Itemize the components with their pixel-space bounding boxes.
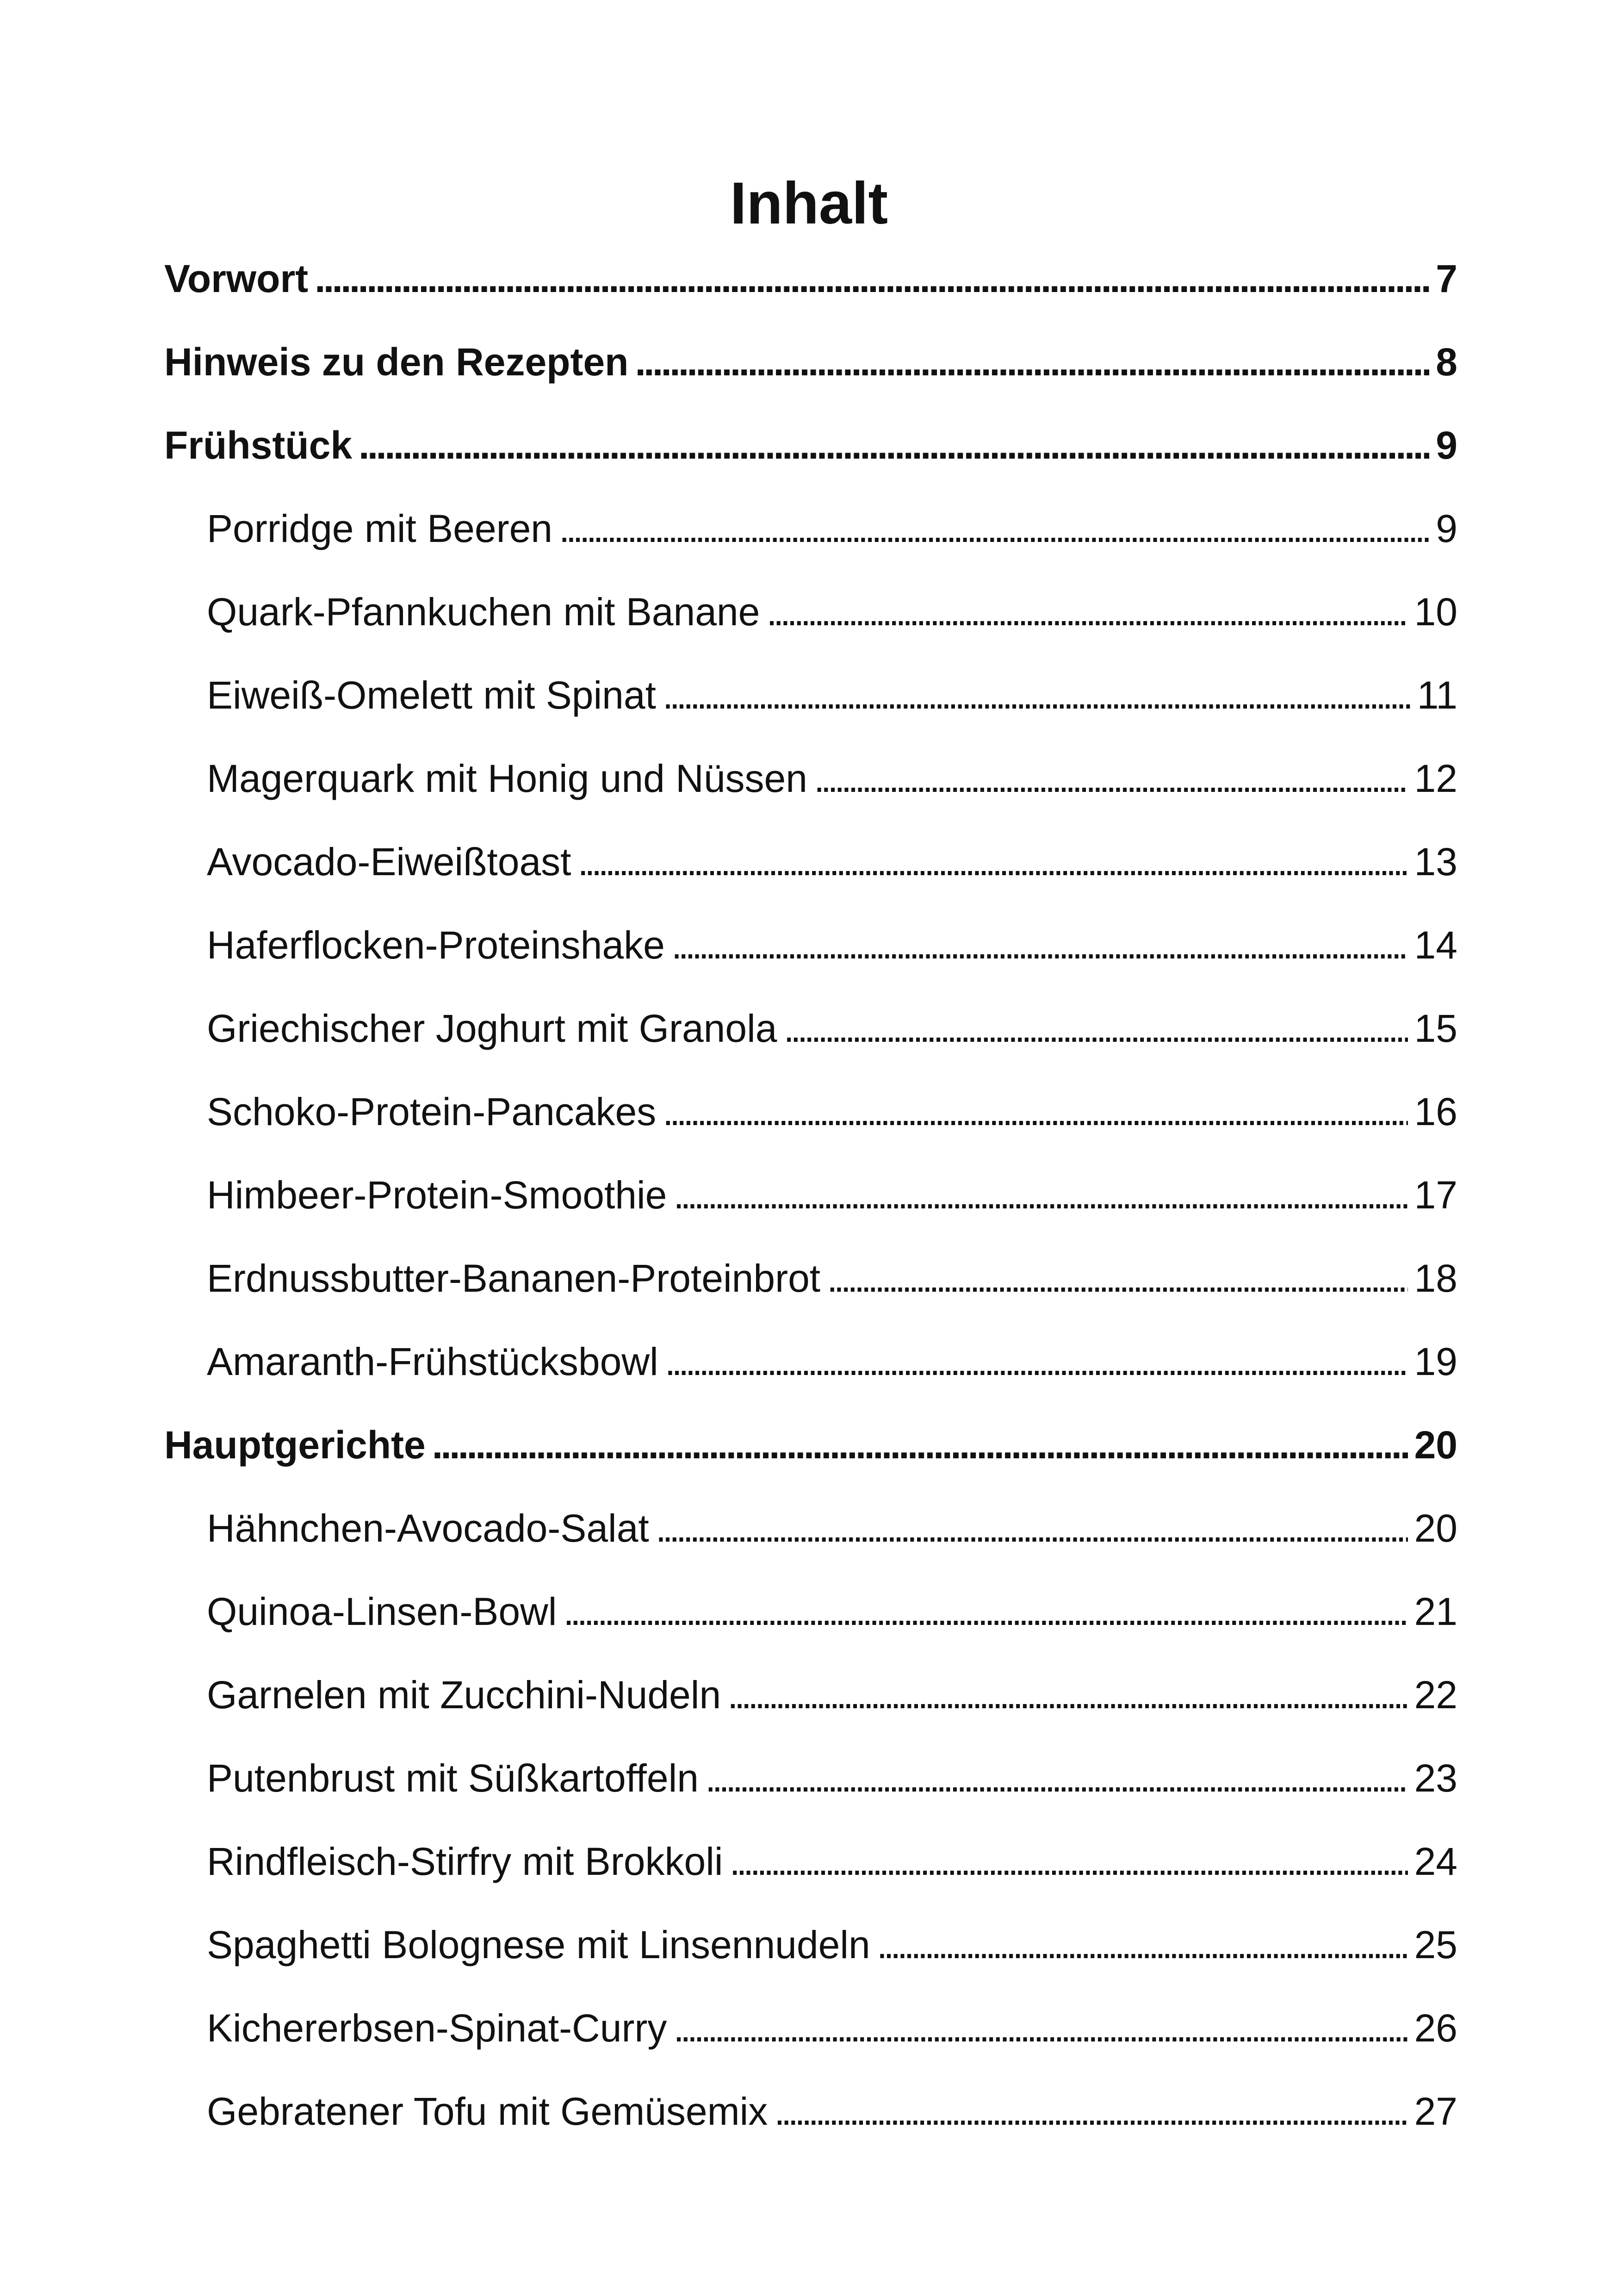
toc-entry-label: Frühstück: [164, 422, 359, 468]
toc-page-number: 8: [1429, 339, 1457, 385]
toc-page-number: 11: [1411, 672, 1457, 718]
toc-recipe-entry[interactable]: [164, 653, 1457, 737]
toc-page-number: 14: [1408, 922, 1457, 968]
toc-page-number: 26: [1408, 2005, 1457, 2051]
toc-page-number: 21: [1408, 1588, 1457, 1635]
toc-page-number: 20: [1408, 1422, 1457, 1468]
toc-recipe-entry[interactable]: [164, 903, 1457, 987]
toc-entry-label: Avocado-Eiweißtoast: [207, 839, 578, 885]
toc-dot-leader: [665, 1338, 1408, 1385]
toc-dot-leader: [656, 1505, 1408, 1551]
toc-entry-label: Eiweiß-Omelett mit Spinat: [207, 672, 663, 718]
toc-dot-leader: [705, 1755, 1408, 1801]
toc-dot-leader: [563, 1588, 1407, 1635]
toc-dot-leader: [671, 922, 1408, 968]
toc-dot-leader: [359, 422, 1429, 468]
toc-page-number: 16: [1408, 1089, 1457, 1135]
toc-chapter-entry[interactable]: [164, 320, 1457, 404]
toc-entry-label: Griechischer Joghurt mit Granola: [207, 1005, 783, 1052]
toc-recipe-entry[interactable]: [164, 1570, 1457, 1653]
toc-entry-label: Porridge mit Beeren: [207, 505, 559, 552]
toc-dot-leader: [315, 255, 1429, 302]
toc-recipe-entry[interactable]: [164, 1653, 1457, 1736]
toc-entry-label: Erdnussbutter-Bananen-Proteinbrot: [207, 1255, 827, 1301]
toc-page-number: 24: [1408, 1838, 1457, 1885]
toc-chapter-entry[interactable]: [164, 237, 1457, 320]
toc-entry-label: Hauptgerichte: [164, 1422, 432, 1468]
toc-recipe-entry[interactable]: [164, 1986, 1457, 2070]
toc-page-number: 19: [1408, 1338, 1457, 1385]
toc-entry-label: Haferflocken-Proteinshake: [207, 922, 671, 968]
toc-dot-leader: [432, 1422, 1408, 1468]
toc-dot-leader: [774, 2088, 1407, 2134]
toc-entry-label: Rindfleisch-Stirfry mit Brokkoli: [207, 1838, 730, 1885]
toc-page-number: 22: [1408, 1672, 1457, 1718]
toc-chapter-entry[interactable]: [164, 404, 1457, 487]
table-of-contents: [164, 237, 1457, 2153]
toc-entry-label: Hähnchen-Avocado-Salat: [207, 1505, 656, 1551]
toc-dot-leader: [766, 589, 1407, 635]
toc-dot-leader: [663, 672, 1411, 718]
toc-page-number: 15: [1408, 1005, 1457, 1052]
toc-page-number: 7: [1429, 255, 1457, 302]
toc-entry-label: Hinweis zu den Rezepten: [164, 339, 635, 385]
toc-recipe-entry[interactable]: [164, 987, 1457, 1070]
toc-recipe-entry[interactable]: [164, 570, 1457, 653]
toc-page-number: 18: [1408, 1255, 1457, 1301]
toc-recipe-entry[interactable]: [164, 487, 1457, 570]
toc-recipe-entry[interactable]: [164, 737, 1457, 820]
toc-recipe-entry[interactable]: [164, 1820, 1457, 1903]
toc-page-number: 23: [1408, 1755, 1457, 1801]
toc-entry-label: Vorwort: [164, 255, 315, 302]
toc-recipe-entry[interactable]: [164, 1070, 1457, 1153]
toc-recipe-entry[interactable]: [164, 1320, 1457, 1403]
toc-dot-leader: [559, 505, 1429, 552]
page-title: Inhalt: [730, 170, 888, 236]
toc-dot-leader: [578, 839, 1408, 885]
toc-recipe-entry[interactable]: [164, 820, 1457, 903]
toc-entry-label: Putenbrust mit Süßkartoffeln: [207, 1755, 705, 1801]
toc-dot-leader: [730, 1838, 1408, 1885]
toc-recipe-entry[interactable]: [164, 1237, 1457, 1320]
toc-dot-leader: [673, 1172, 1407, 1218]
toc-recipe-entry[interactable]: [164, 2070, 1457, 2153]
toc-dot-leader: [663, 1089, 1407, 1135]
toc-dot-leader: [783, 1005, 1407, 1052]
toc-page-number: 9: [1429, 422, 1457, 468]
toc-chapter-entry[interactable]: [164, 1403, 1457, 1487]
toc-dot-leader: [827, 1255, 1407, 1301]
toc-page-number: 12: [1408, 755, 1457, 802]
toc-recipe-entry[interactable]: [164, 1153, 1457, 1237]
toc-page-number: 25: [1408, 1922, 1457, 1968]
toc-entry-label: Schoko-Protein-Pancakes: [207, 1089, 663, 1135]
toc-recipe-entry[interactable]: [164, 1487, 1457, 1570]
toc-dot-leader: [673, 2005, 1407, 2051]
toc-page-number: 10: [1408, 589, 1457, 635]
toc-entry-label: Himbeer-Protein-Smoothie: [207, 1172, 673, 1218]
toc-dot-leader: [727, 1672, 1407, 1718]
toc-entry-label: Amaranth-Frühstücksbowl: [207, 1338, 665, 1385]
toc-entry-label: Kichererbsen-Spinat-Curry: [207, 2005, 673, 2051]
toc-entry-label: Garnelen mit Zucchini-Nudeln: [207, 1672, 727, 1718]
toc-page-number: 27: [1408, 2088, 1457, 2134]
toc-page-number: 17: [1408, 1172, 1457, 1218]
toc-recipe-entry[interactable]: [164, 1903, 1457, 1986]
toc-entry-label: Quinoa-Linsen-Bowl: [207, 1588, 563, 1635]
toc-recipe-entry[interactable]: [164, 1736, 1457, 1820]
toc-page-number: 13: [1408, 839, 1457, 885]
toc-entry-label: Quark-Pfannkuchen mit Banane: [207, 589, 766, 635]
toc-dot-leader: [635, 339, 1430, 385]
toc-page-number: 20: [1408, 1505, 1457, 1551]
toc-entry-label: Gebratener Tofu mit Gemüsemix: [207, 2088, 774, 2134]
toc-dot-leader: [877, 1922, 1408, 1968]
toc-entry-label: Magerquark mit Honig und Nüssen: [207, 755, 814, 802]
toc-dot-leader: [814, 755, 1408, 802]
toc-page-number: 9: [1429, 505, 1457, 552]
toc-entry-label: Spaghetti Bolognese mit Linsennudeln: [207, 1922, 877, 1968]
